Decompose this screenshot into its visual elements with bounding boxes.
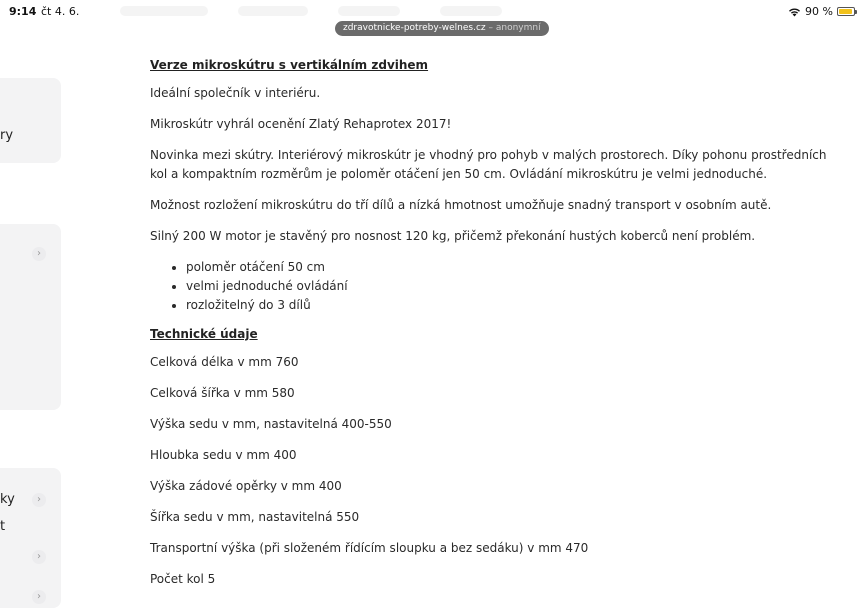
sidebar-card[interactable] bbox=[0, 224, 61, 410]
article-paragraph: Silný 200 W motor je stavěný pro nosnost 120 kg, přičemž překonání hustých koberců není problém. bbox=[150, 229, 756, 243]
sidebar-card[interactable] bbox=[0, 468, 61, 608]
article-paragraph: Ideální společník v interiéru. bbox=[150, 86, 321, 100]
background-tab[interactable] bbox=[440, 6, 502, 16]
address-mode: – anonymní bbox=[488, 23, 541, 33]
list-item: • poloměr otáčení 50 cm bbox=[186, 258, 840, 277]
spec-row: Výška sedu v mm, nastavitelná 400-550 bbox=[150, 417, 392, 431]
list-item: • rozložitelný do 3 dílů bbox=[186, 296, 840, 315]
chevron-right-icon[interactable]: › bbox=[32, 247, 46, 261]
spec-row: Transportní výška (při složeném řídícím sloupku a bez sedáku) v mm 470 bbox=[150, 541, 589, 555]
status-indicators bbox=[788, 5, 855, 18]
chevron-right-icon[interactable]: › bbox=[32, 550, 46, 564]
background-tab[interactable] bbox=[338, 6, 400, 16]
address-host: zdravotnicke-potreby-welnes.cz bbox=[343, 23, 486, 33]
battery-icon bbox=[837, 7, 855, 16]
article-content bbox=[150, 58, 840, 601]
sidebar-card[interactable] bbox=[0, 78, 61, 163]
spec-row: Šířka sedu v mm, nastavitelná 550 bbox=[150, 510, 360, 524]
spec-row: Celková délka v mm 760 bbox=[150, 355, 299, 369]
status-date: čt 4. 6. bbox=[41, 5, 80, 18]
sidebar-item-label: ky bbox=[0, 492, 15, 507]
sidebar-item-label: t bbox=[0, 519, 6, 534]
chevron-right-icon[interactable]: › bbox=[32, 493, 46, 507]
spec-row: Celková šířka v mm 580 bbox=[150, 386, 295, 400]
specs-heading: Technické údaje bbox=[150, 327, 258, 341]
wifi-icon bbox=[788, 7, 801, 17]
list-item: • velmi jednoduché ovládání bbox=[186, 277, 840, 296]
background-tab[interactable] bbox=[120, 6, 208, 16]
chevron-right-icon[interactable]: › bbox=[32, 590, 46, 604]
background-tab[interactable] bbox=[238, 6, 308, 16]
battery-level bbox=[839, 9, 852, 14]
section-heading: Verze mikroskútru s vertikálním zdvihem bbox=[150, 58, 429, 72]
address-bar[interactable] bbox=[335, 21, 549, 36]
spec-row: Výška zádové opěrky v mm 400 bbox=[150, 479, 342, 493]
article-paragraph: Novinka mezi skútry. Interiérový mikroskútr je vhodný pro pohyb v malých prostorech. Díky pohonu prostředních kol a kompaktním rozměrům je poloměr otáčení jen 50 cm. Ovládání mikroskútru je velmi jednoduché. bbox=[150, 148, 827, 181]
article-paragraph: Mikroskútr vyhrál ocenění Zlatý Rehaprotex 2017! bbox=[150, 117, 452, 131]
article-paragraph: Možnost rozložení mikroskútru do tří dílů a nízká hmotnost umožňuje snadný transport v osobním autě. bbox=[150, 198, 772, 212]
spec-row: Počet kol 5 bbox=[150, 572, 216, 586]
spec-row: Hloubka sedu v mm 400 bbox=[150, 448, 297, 462]
status-time: 9:14 bbox=[9, 5, 37, 18]
feature-list bbox=[150, 258, 840, 315]
battery-percent: 90 % bbox=[805, 5, 833, 18]
sidebar-item-label: ry bbox=[0, 128, 14, 143]
